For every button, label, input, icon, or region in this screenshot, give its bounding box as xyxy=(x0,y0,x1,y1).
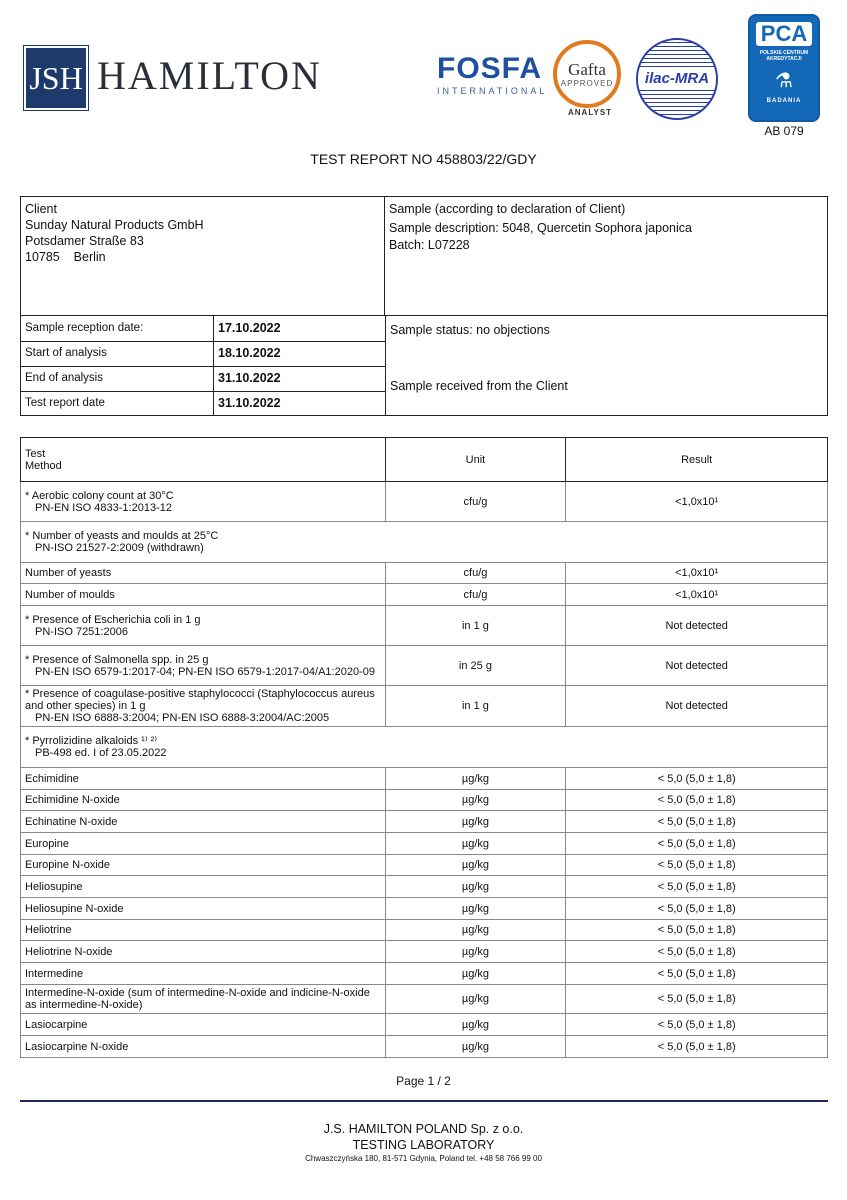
sample-box xyxy=(385,197,827,315)
date-label: Sample reception date: xyxy=(25,322,144,334)
result-cell: < 5,0 (5,0 ± 1,8) xyxy=(566,920,828,941)
unit-cell: µg/kg xyxy=(385,941,566,963)
fosfa-logo-title: FOSFA xyxy=(437,52,543,85)
results-header-row xyxy=(21,438,828,482)
result-cell: < 5,0 (5,0 ± 1,8) xyxy=(566,876,828,898)
test-cell xyxy=(21,482,386,522)
unit-cell: µg/kg xyxy=(385,790,566,811)
test-cell xyxy=(21,768,386,790)
unit-cell: µg/kg xyxy=(385,898,566,920)
test-method: PN-ISO 7251:2006 xyxy=(35,625,128,638)
results-row xyxy=(21,963,828,985)
flask-icon: ⚗ xyxy=(775,70,793,92)
sample-status: Sample status: no objections xyxy=(390,323,550,337)
result-cell: < 5,0 (5,0 ± 1,8) xyxy=(566,833,828,855)
result-cell: Not detected xyxy=(566,686,828,727)
results-group-row xyxy=(21,727,828,768)
unit-cell: µg/kg xyxy=(385,876,566,898)
test-cell xyxy=(21,985,386,1014)
test-name: Lasiocarpine xyxy=(25,1018,88,1031)
date-row xyxy=(21,391,385,416)
results-row xyxy=(21,920,828,941)
result-cell: < 5,0 (5,0 ± 1,8) xyxy=(566,1014,828,1036)
test-name: Heliosupine N-oxide xyxy=(25,902,124,915)
test-name: * Number of yeasts and moulds at 25°C xyxy=(25,530,219,542)
test-method: PN-ISO 21527-2:2009 (withdrawn) xyxy=(35,542,204,554)
test-name: Lasiocarpine N-oxide xyxy=(25,1040,129,1053)
test-cell xyxy=(21,686,386,727)
test-cell xyxy=(21,1036,386,1058)
unit-cell: cfu/g xyxy=(385,584,566,606)
gafta-logo-name: Gafta xyxy=(568,59,606,79)
test-name: Europine xyxy=(25,837,70,850)
test-cell xyxy=(21,898,386,920)
result-cell: Not detected xyxy=(566,646,828,686)
gafta-logo xyxy=(553,40,621,108)
unit-cell: µg/kg xyxy=(385,963,566,985)
sample-received: Sample received from the Client xyxy=(390,379,568,393)
sample-description: Sample description: 5048, Quercetin Sophora japonica xyxy=(389,221,692,235)
results-group-row xyxy=(21,522,828,563)
results-row xyxy=(21,811,828,833)
results-row xyxy=(21,833,828,855)
test-method: PN-EN ISO 6888-3:2004; PN-EN ISO 6888-3:2004/AC:2005 xyxy=(35,712,330,724)
results-row xyxy=(21,985,828,1014)
test-cell xyxy=(21,811,386,833)
fosfa-logo xyxy=(437,52,548,96)
header-test-method xyxy=(21,438,386,482)
unit-cell: cfu/g xyxy=(385,563,566,584)
date-row xyxy=(21,316,385,342)
header-result: Result xyxy=(566,438,828,482)
pca-logo-title: PCA xyxy=(756,22,812,46)
test-cell xyxy=(21,563,386,584)
unit-cell: in 25 g xyxy=(385,646,566,686)
footer xyxy=(0,1121,847,1165)
test-cell xyxy=(21,606,386,646)
pca-logo-badania: BADANIA xyxy=(766,98,802,104)
test-cell xyxy=(21,876,386,898)
result-cell: < 5,0 (5,0 ± 1,8) xyxy=(566,963,828,985)
result-cell: <1,0x10¹ xyxy=(566,584,828,606)
test-name: Echimidine xyxy=(25,772,79,785)
test-cell xyxy=(21,1014,386,1036)
test-cell xyxy=(21,963,386,985)
group-test-cell xyxy=(21,522,828,563)
pca-accreditation-logo xyxy=(748,14,820,122)
footer-address: Chwaszczyńska 180, 81-571 Gdynia, Poland tel. +48 58 766 99 00 xyxy=(305,1154,542,1163)
test-method: PN-EN ISO 6579-1:2017-04; PN-EN ISO 6579-1:2017-04/A1:2020-09 xyxy=(35,665,375,678)
result-cell: < 5,0 (5,0 ± 1,8) xyxy=(566,1036,828,1058)
date-label: Start of analysis xyxy=(25,347,107,359)
unit-cell: µg/kg xyxy=(385,1014,566,1036)
results-row xyxy=(21,941,828,963)
header-method: Method xyxy=(25,459,62,472)
test-name: * Presence of Escherichia coli in 1 g xyxy=(25,613,201,626)
test-cell xyxy=(21,584,386,606)
sample-status-box xyxy=(385,315,828,416)
unit-cell: µg/kg xyxy=(385,855,566,876)
client-box xyxy=(21,197,385,315)
results-row xyxy=(21,898,828,920)
test-name: * Aerobic colony count at 30°C xyxy=(25,489,174,502)
unit-cell: µg/kg xyxy=(385,920,566,941)
result-cell: Not detected xyxy=(566,606,828,646)
result-cell: < 5,0 (5,0 ± 1,8) xyxy=(566,985,828,1014)
accreditation-code: AB 079 xyxy=(764,124,804,138)
results-table xyxy=(20,437,828,1058)
fosfa-logo-sub: INTERNATIONAL xyxy=(437,86,548,96)
date-label: Test report date xyxy=(25,397,105,409)
date-value: 18.10.2022 xyxy=(218,346,281,360)
date-value: 17.10.2022 xyxy=(218,321,281,335)
test-name: Intermedine-N-oxide (sum of intermedine-N-oxide and indicine-N-oxide as intermedine-N-oxide) xyxy=(25,987,370,1011)
test-method: PN-EN ISO 4833-1:2013-12 xyxy=(35,501,172,514)
report-title: TEST REPORT NO 458803/22/GDY xyxy=(310,151,537,167)
results-row xyxy=(21,646,828,686)
test-name: * Pyrrolizidine alkaloids ¹⁾ ²⁾ xyxy=(25,735,157,747)
unit-cell: µg/kg xyxy=(385,985,566,1014)
group-test-cell xyxy=(21,727,828,768)
test-cell xyxy=(21,790,386,811)
result-cell: < 5,0 (5,0 ± 1,8) xyxy=(566,898,828,920)
test-cell xyxy=(21,855,386,876)
date-label: End of analysis xyxy=(25,372,103,384)
header-test: Test xyxy=(25,447,46,460)
result-cell: < 5,0 (5,0 ± 1,8) xyxy=(566,790,828,811)
hamilton-logo-name: HAMILTON xyxy=(97,53,322,98)
date-value: 31.10.2022 xyxy=(218,396,281,410)
results-row xyxy=(21,584,828,606)
ilac-mra-label: ilac-MRA xyxy=(638,70,716,87)
test-cell xyxy=(21,833,386,855)
unit-cell: cfu/g xyxy=(385,482,566,522)
results-row xyxy=(21,1014,828,1036)
date-row xyxy=(21,366,385,392)
hamilton-logo-mark: JSH xyxy=(24,46,88,110)
unit-cell: in 1 g xyxy=(385,606,566,646)
dates-table xyxy=(21,315,385,410)
client-name: Sunday Natural Products GmbH xyxy=(25,218,204,232)
ilac-mra-logo xyxy=(636,38,718,120)
footer-company: J.S. HAMILTON POLAND Sp. z o.o. xyxy=(323,1122,524,1136)
client-sample-info xyxy=(20,196,828,416)
test-name: Echinatine N-oxide xyxy=(25,815,118,828)
client-city: 10785 Berlin xyxy=(25,250,106,264)
result-cell: <1,0x10¹ xyxy=(566,482,828,522)
test-method: PB-498 ed. I of 23.05.2022 xyxy=(35,747,167,759)
test-name: Intermedine xyxy=(25,967,84,980)
unit-cell: µg/kg xyxy=(385,811,566,833)
results-row xyxy=(21,686,828,727)
header-unit: Unit xyxy=(385,438,566,482)
results-row xyxy=(21,482,828,522)
result-cell: < 5,0 (5,0 ± 1,8) xyxy=(566,855,828,876)
test-cell xyxy=(21,941,386,963)
date-value: 31.10.2022 xyxy=(218,371,281,385)
results-row xyxy=(21,606,828,646)
date-row xyxy=(21,341,385,367)
client-street: Potsdamer Straße 83 xyxy=(25,234,144,248)
unit-cell: in 1 g xyxy=(385,686,566,727)
results-row xyxy=(21,790,828,811)
results-row xyxy=(21,768,828,790)
pca-logo-sub: POLSKIE CENTRUM AKREDYTACJI xyxy=(759,50,809,62)
test-name: * Presence of coagulase-positive staphylococci (Staphylococcus aureus and other species) in 1 g xyxy=(25,688,375,712)
test-name: Heliosupine xyxy=(25,880,83,893)
page-header xyxy=(0,0,847,140)
results-row xyxy=(21,563,828,584)
result-cell: < 5,0 (5,0 ± 1,8) xyxy=(566,768,828,790)
test-name: Number of moulds xyxy=(25,588,115,601)
sample-batch: Batch: L07228 xyxy=(389,238,470,252)
results-row xyxy=(21,1036,828,1058)
gafta-logo-analyst: ANALYST xyxy=(568,108,613,117)
footer-lab: TESTING LABORATORY xyxy=(352,1138,495,1152)
test-name: Number of yeasts xyxy=(25,567,112,579)
page-number: Page 1 / 2 xyxy=(396,1074,451,1088)
test-name: * Presence of Salmonella spp. in 25 g xyxy=(25,653,209,666)
test-cell xyxy=(21,646,386,686)
results-row xyxy=(21,855,828,876)
client-label: Client xyxy=(25,202,57,216)
test-name: Heliotrine N-oxide xyxy=(25,945,113,958)
result-cell: <1,0x10¹ xyxy=(566,563,828,584)
test-name: Heliotrine xyxy=(25,924,72,936)
test-name: Europine N-oxide xyxy=(25,859,110,871)
sample-label: Sample (according to declaration of Client) xyxy=(389,202,626,216)
result-cell: < 5,0 (5,0 ± 1,8) xyxy=(566,941,828,963)
unit-cell: µg/kg xyxy=(385,768,566,790)
result-cell: < 5,0 (5,0 ± 1,8) xyxy=(566,811,828,833)
test-cell xyxy=(21,920,386,941)
test-name: Echimidine N-oxide xyxy=(25,794,120,806)
footer-rule xyxy=(20,1100,828,1102)
gafta-logo-approved: APPROVED xyxy=(560,78,614,88)
results-row xyxy=(21,876,828,898)
unit-cell: µg/kg xyxy=(385,1036,566,1058)
unit-cell: µg/kg xyxy=(385,833,566,855)
